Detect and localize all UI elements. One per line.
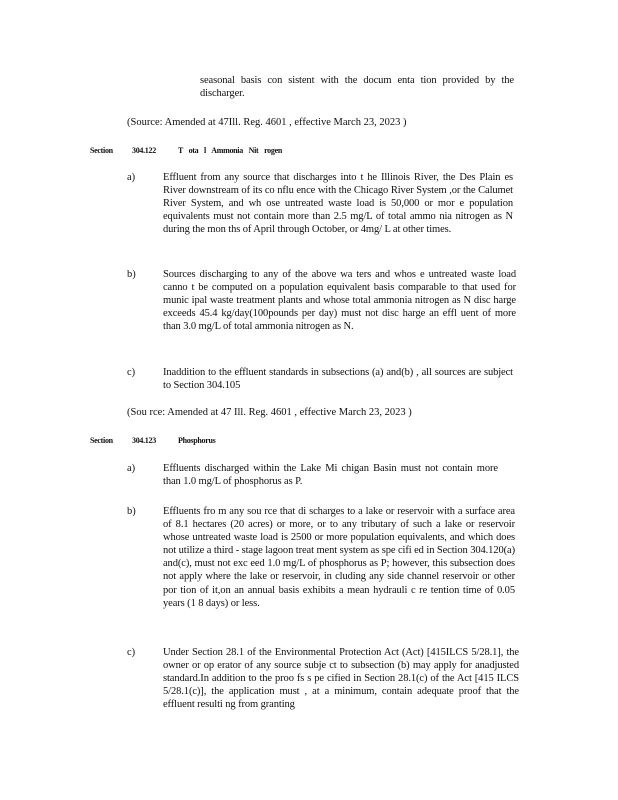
section-label: Section <box>90 436 113 445</box>
item-text: Under Section 28.1 of the Environmental Protection Act (Act) [415ILCS 5/28.1], the owner or op erator of any source subje ct to subsection (b) may apply for anadjusted standard.In addition to the proo fs s pe cified in Section 28.1(c) of the Act [415 ILCS 5/28.1(c)], the application must , at a minimum, contain adequate proof that the effluent resulti ng from granting <box>163 647 519 711</box>
item-label: c) <box>127 367 136 378</box>
item-text: Effluents discharged within the Lake Mi chigan Basin must not contain more than 1.0 mg/L of phosphorus as P. <box>163 463 498 488</box>
item-text: Effluent from any source that discharges into t he Illinois River, the Des Plain es River downstream of its co nflu ence with the Chicago River System ,or the Calumet River System, and wh ose untreated waste load is 50,000 or mor e population equivalents must not contain more than 2.5 mg/L of total ammo nia nitrogen as N during the mon ths of April through October, or 4mg/ L at other times. <box>163 172 513 236</box>
section-number: 304.123 <box>132 436 156 445</box>
section-label: Section <box>90 146 113 155</box>
item-label: a) <box>127 463 136 474</box>
item-label: b) <box>127 269 136 280</box>
item-label: a) <box>127 172 136 183</box>
continued-paragraph: seasonal basis con sistent with the docum enta tion provided by the discharger. <box>200 75 514 100</box>
source-note: (Source: Amended at 47Ill. Reg. 4601 , effective March 23, 2023 ) <box>127 117 407 128</box>
item-text: Sources discharging to any of the above wa ters and whos e untreated waste load canno t be computed on a population equivalent basis comparable to that used for munic ipal waste treatment plants and whose total ammonia nitrogen as N disc harge exceeds 45.4 kg/day(100pounds per day) must not disc harge an effl uent of more than 3.0 mg/L of total ammonia nitrogen as N. <box>163 269 516 333</box>
section-number: 304.122 <box>132 146 156 155</box>
section-title: Phosphorus <box>178 436 216 445</box>
item-text: Effluents fro m any sou rce that di scharges to a lake or reservoir with a surface area of 8.1 hectares (20 acres) or more, or to any tributary of such a lake or reservoir whose untreated waste load is 2500 or more population equivalents, and which does not utilize a third - stage lagoon treat ment system as spe cifi ed in Section 304.120(a) and(c), must not exc eed 1.0 mg/L of phosphorus as P; however, this subsection does not apply where the lake or reservoir, in cluding any side channel reservoir or other por tion of it,on an annual basis exhibits a mean hydrauli c re tention time of 0.05 years (1 8 days) or less. <box>163 506 515 609</box>
source-note: (Sou rce: Amended at 47 Ill. Reg. 4601 , effective March 23, 2023 ) <box>127 407 412 418</box>
item-text: Inaddition to the effluent standards in subsections (a) and(b) , all sources are subject to Section 304.105 <box>163 367 513 392</box>
section-title: T ota l Ammonia Nit rogen <box>178 146 282 155</box>
item-label: c) <box>127 647 136 658</box>
item-label: b) <box>127 506 136 517</box>
